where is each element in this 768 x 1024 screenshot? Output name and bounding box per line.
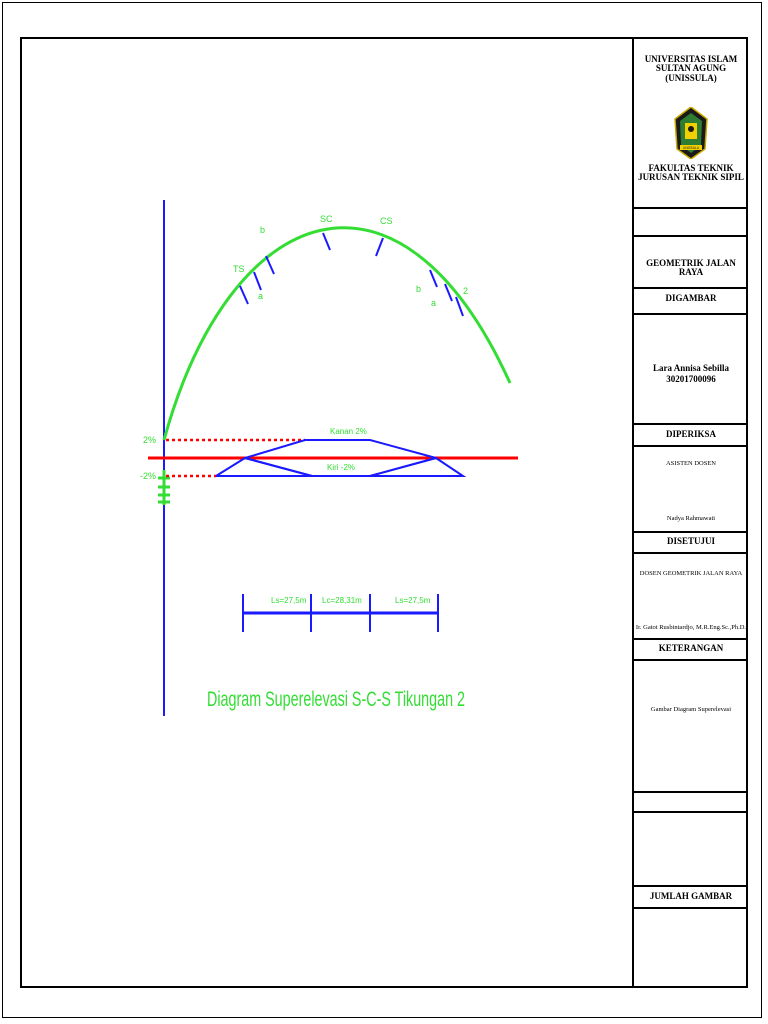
tb-divider (634, 531, 748, 533)
approved-role: DOSEN GEOMETRIK JALAN RAYA (639, 570, 743, 577)
label-sc: SC (320, 214, 333, 224)
tb-divider (634, 659, 748, 661)
approved-header: DISETUJUI (666, 536, 715, 546)
tb-divider (634, 552, 748, 554)
tb-divider (634, 235, 748, 237)
dimension-ls1: Ls=27,5m (271, 596, 307, 605)
label-b1: b (260, 225, 266, 235)
tb-divider (634, 287, 748, 289)
curve-arc (164, 228, 510, 440)
notes-header: KETERANGAN (658, 643, 724, 653)
label-a1: a (258, 291, 264, 301)
tb-divider (634, 445, 748, 447)
dimension-lc: Lc=28,31m (322, 596, 362, 605)
diagram-title: Diagram Superelevasi S-C-S Tikungan 2 (207, 688, 465, 711)
sheet-count-header: JUMLAH GAMBAR (649, 891, 733, 901)
course-name: GEOMETRIK JALAN RAYA (646, 258, 736, 278)
label-kiri: Kiri -2% (327, 463, 356, 472)
approved-name: Ir. Gatot Rusbintardjo, M.R.Eng.Sc.,Ph.D. (635, 624, 747, 631)
tb-divider (634, 907, 748, 909)
tb-divider (634, 207, 748, 209)
checked-role: ASISTEN DOSEN (665, 460, 717, 467)
checked-header: DIPERIKSA (665, 429, 716, 439)
label-a2: a (431, 298, 437, 308)
kanan-profile (245, 440, 436, 458)
logo-text: UNISSULA (683, 146, 699, 150)
university-logo (674, 107, 708, 159)
label-b2: b (416, 284, 422, 294)
kiri-cross-line-2 (370, 458, 436, 476)
arc-station-ticks (240, 233, 463, 316)
label-kanan: Kanan 2% (330, 427, 367, 436)
title-block (632, 37, 748, 988)
checked-name: Nadya Rahmawati (666, 515, 716, 522)
label-neg2: -2% (140, 471, 157, 481)
faculty-name: FAKULTAS TEKNIK JURUSAN TEKNIK SIPIL (638, 163, 744, 183)
kiri-cross-line-1 (245, 458, 312, 476)
drawn-by-id: 30201700096 (666, 374, 716, 384)
drawn-by-header: DIGAMBAR (665, 293, 717, 303)
label-pos2: 2% (143, 435, 157, 445)
tb-divider (634, 423, 748, 425)
tb-divider (634, 791, 748, 793)
label-ts: TS (233, 264, 245, 274)
tb-divider (634, 811, 748, 813)
label-cs: CS (380, 216, 393, 226)
university-name: UNIVERSITAS ISLAM SULTAN AGUNG (UNISSULA) (644, 54, 738, 83)
tb-divider (634, 638, 748, 640)
tb-divider (634, 313, 748, 315)
notes-text: Gambar Diagram Superelevasi (650, 706, 732, 713)
tb-divider (634, 885, 748, 887)
dimension-ls2: Ls=27,5m (395, 596, 431, 605)
drawn-by-name: Lara Annisa Sebilla (652, 363, 730, 373)
label-2: 2 (463, 286, 469, 296)
